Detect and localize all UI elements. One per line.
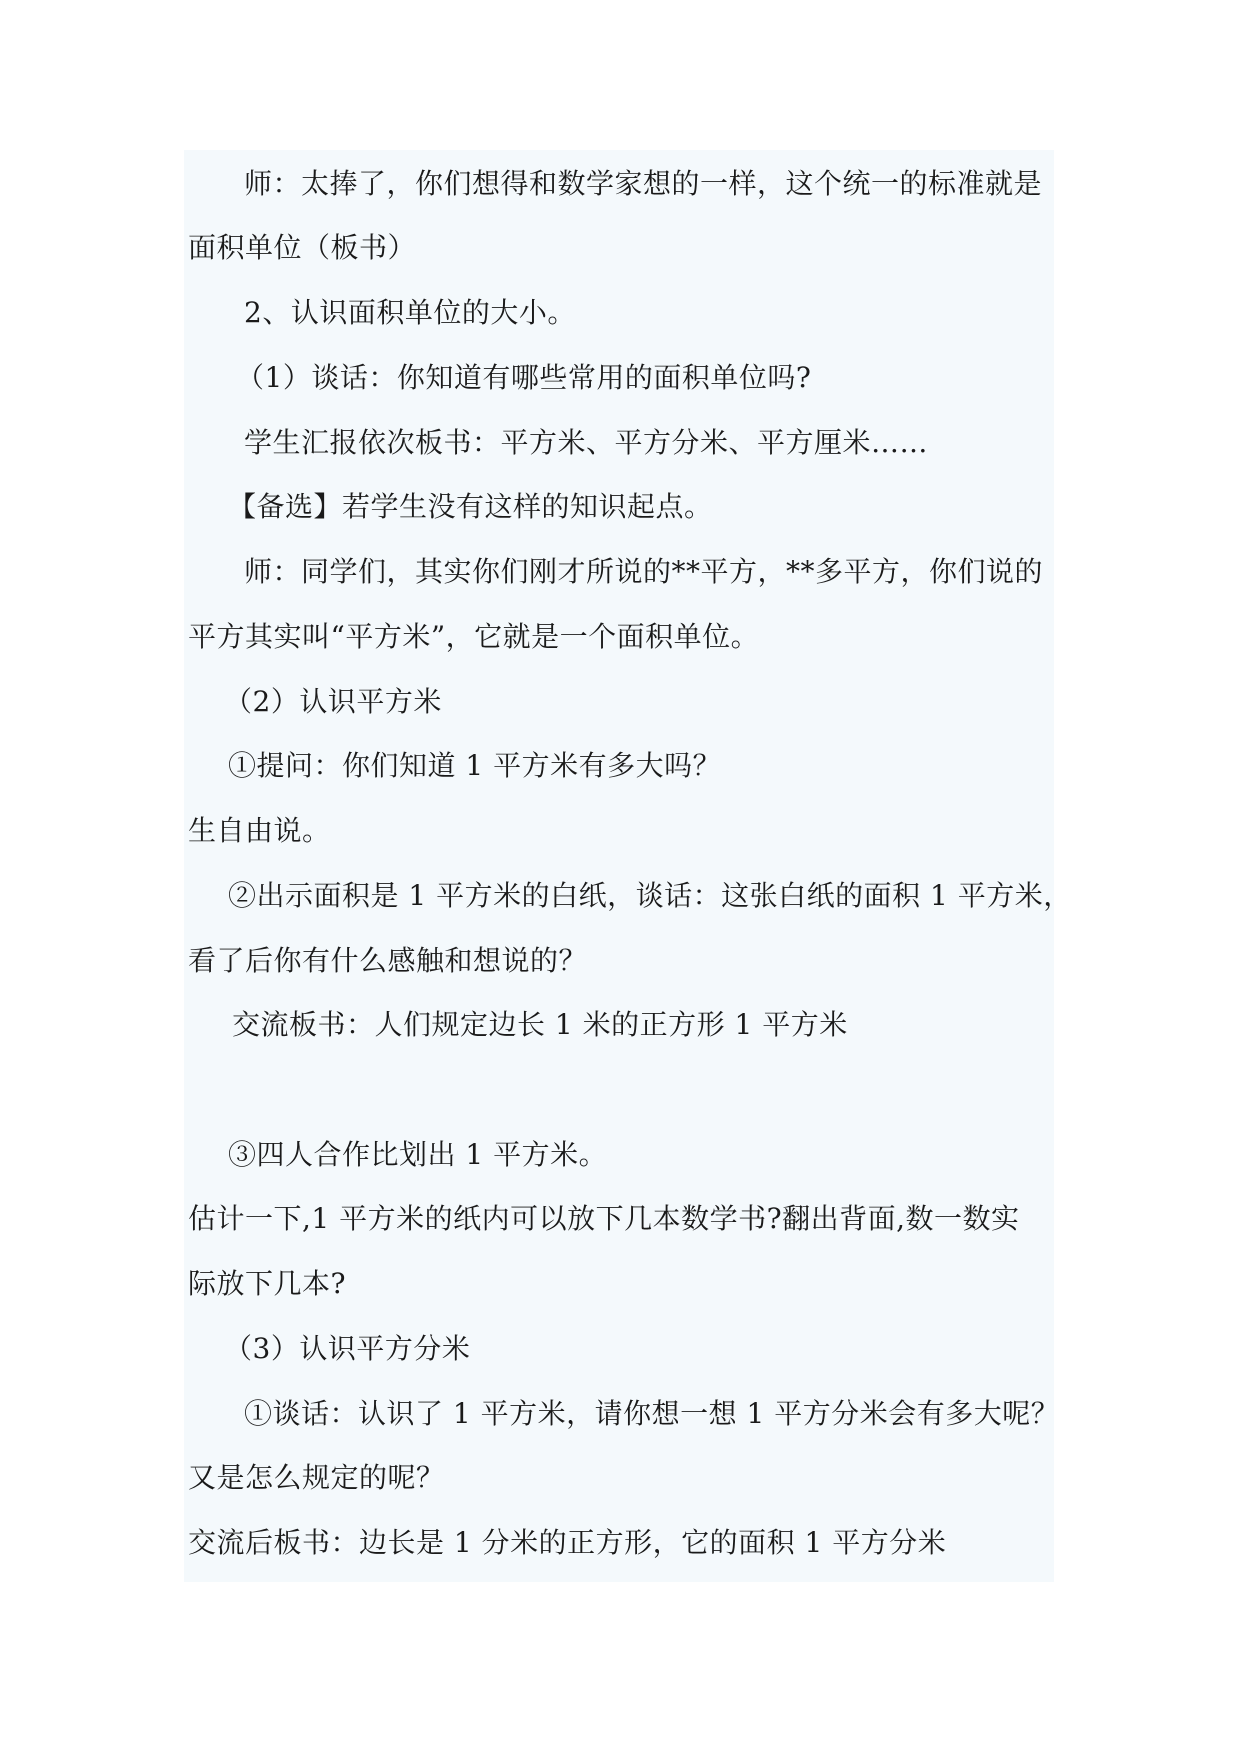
text-line: 平方其实叫“平方米”，它就是一个面积单位。 [188,620,760,653]
text-line: ①谈话：认识了 1 平方米，请你想一想 1 平方分米会有多大呢？ [244,1397,1060,1430]
text-line: 又是怎么规定的呢？ [188,1461,445,1494]
text-line: ②出示面积是 1 平方米的白纸，谈话：这张白纸的面积 1 平方米， [228,879,1072,912]
text-line: 际放下几本? [188,1267,347,1300]
text-line: （3）认识平方分米 [224,1332,471,1365]
text-line: ③四人合作比划出 1 平方米。 [228,1138,608,1171]
text-line: 师：同学们，其实你们刚才所说的**平方，**多平方，你们说的 [244,555,1044,588]
text-line: 面积单位（板书） [188,231,417,264]
text-line: 估计一下,1 平方米的纸内可以放下几本数学书?翻出背面,数一数实 [188,1202,1020,1235]
text-line: 交流后板书：边长是 1 分米的正方形，它的面积 1 平方分米 [188,1526,947,1559]
text-line: 生自由说。 [188,814,331,847]
text-line: （2）认识平方米 [224,685,442,718]
text-line: ①提问：你们知道 1 平方米有多大吗？ [228,749,722,782]
text-line: 【备选】若学生没有这样的知识起点。 [228,490,713,523]
lesson-text-block [184,150,1072,1582]
text-line: 2、认识面积单位的大小。 [244,296,576,329]
text-line: 学生汇报依次板书：平方米、平方分米、平方厘米…… [244,426,929,459]
text-line: 看了后你有什么感触和想说的？ [188,944,588,977]
text-line: （1）谈话：你知道有哪些常用的面积单位吗? [236,361,812,394]
text-line: 交流板书：人们规定边长 1 米的正方形 1 平方米 [232,1008,848,1041]
text-line: 师：太捧了，你们想得和数学家想的一样，这个统一的标准就是 [244,167,1043,200]
